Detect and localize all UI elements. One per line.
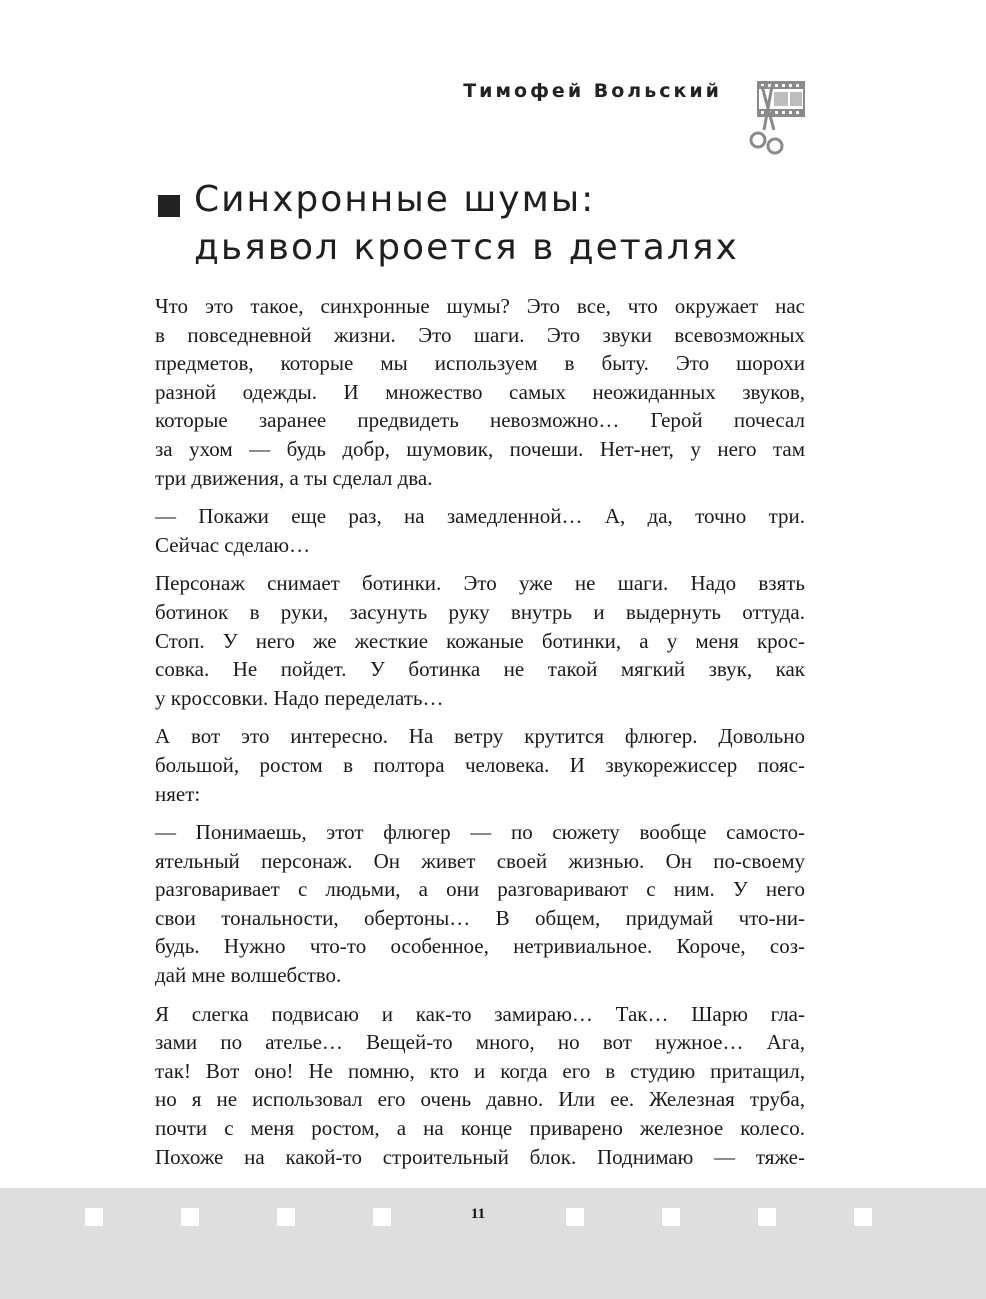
text-line: А вот это интересно. На ветру крутится флюгер. Довольно [155, 724, 805, 749]
film-perforation-square [85, 1208, 103, 1226]
film-perforation-square [854, 1208, 872, 1226]
text-line: у кроссовки. Надо переделать… [155, 685, 444, 710]
text-line: — Покажи еще раз, на замедленной… А, да, точно три. [155, 504, 805, 529]
text-line: Персонаж снимает ботинки. Это уже не шаги. Надо взять [155, 571, 805, 596]
text-line: Похоже на какой-то строительный блок. Поднимаю — тяже- [155, 1144, 805, 1169]
text-line: разной одежды. И множество самых неожиданных звуков, [155, 379, 805, 404]
text-line: но я не использовал его очень давно. Или ее. Железная труба, [155, 1087, 805, 1112]
paragraph [155, 818, 805, 990]
text-line: будь. Нужно что-то особенное, нетривиальное. Короче, соз- [155, 934, 805, 959]
heading-bullet-square [158, 195, 180, 217]
text-line: Сейчас сделаю… [155, 532, 311, 557]
paragraph [155, 502, 805, 559]
text-line: так! Вот оно! Не помню, кто и когда его в студию притащил, [155, 1058, 805, 1083]
paragraph [155, 292, 805, 492]
film-strip-scissors-icon [744, 80, 808, 160]
text-line: зами по ателье… Вещей-то много, но вот нужное… Ага, [155, 1030, 805, 1055]
text-line: которые заранее предвидеть невозможно… Герой почесал [155, 408, 805, 433]
film-perforation-square [181, 1208, 199, 1226]
text-line: предметов, которые мы используем в быту. Это шорохи [155, 351, 805, 376]
chapter-title [194, 176, 874, 272]
text-line: почти с меня ростом, а на конце приварено железное колесо. [155, 1116, 805, 1141]
text-line: в повседневной жизни. Это шаги. Это звуки всевозможных [155, 322, 805, 347]
text-line: три движения, а ты сделал два. [155, 465, 433, 490]
text-line: разговаривает с людьми, а они разговаривают с ним. У него [155, 877, 805, 902]
text-line: свои тональности, обертоны… В общем, придумай что-ни- [155, 905, 805, 930]
film-perforation-square [373, 1208, 391, 1226]
running-header-author: Тимофей Вольский [463, 80, 722, 102]
text-line: Что это такое, синхронные шумы? Это все, что окружает нас [155, 294, 805, 318]
text-line: Я слегка подвисаю и как-то замираю… Так… Шарю гла- [155, 1001, 805, 1026]
footer-band [0, 1188, 986, 1299]
film-perforation-square [662, 1208, 680, 1226]
text-line: ботинок в руки, засунуть руку внутрь и выдернуть оттуда. [155, 599, 805, 624]
text-line: ятельный персонаж. Он живет своей жизнью. Он по-своему [155, 848, 805, 873]
page-number: 11 [470, 1206, 486, 1222]
text-line: дай мне волшебство. [155, 963, 342, 988]
text-line: большой, ростом в полтора человека. И звукорежиссер пояс- [155, 752, 805, 777]
text-line: Стоп. У него же жесткие кожаные ботинки, а у меня крос- [155, 628, 805, 653]
text-line: совка. Не пойдет. У ботинка не такой мягкий звук, как [155, 657, 805, 682]
body-text [155, 292, 805, 1181]
text-line: — Понимаешь, этот флюгер — по сюжету вообще самосто- [155, 820, 805, 845]
film-perforation-square [566, 1208, 584, 1226]
text-line: за ухом — будь добр, шумовик, почеши. Нет-нет, у него там [155, 436, 805, 461]
chapter-title-line: Синхронные шумы: [194, 179, 596, 220]
text-line: няет: [155, 781, 201, 806]
paragraph [155, 722, 805, 808]
paragraph [155, 569, 805, 712]
film-perforation-square [277, 1208, 295, 1226]
paragraph [155, 1000, 805, 1172]
chapter-title-line: дьявол кроется в деталях [194, 227, 739, 268]
film-perforation-square [758, 1208, 776, 1226]
